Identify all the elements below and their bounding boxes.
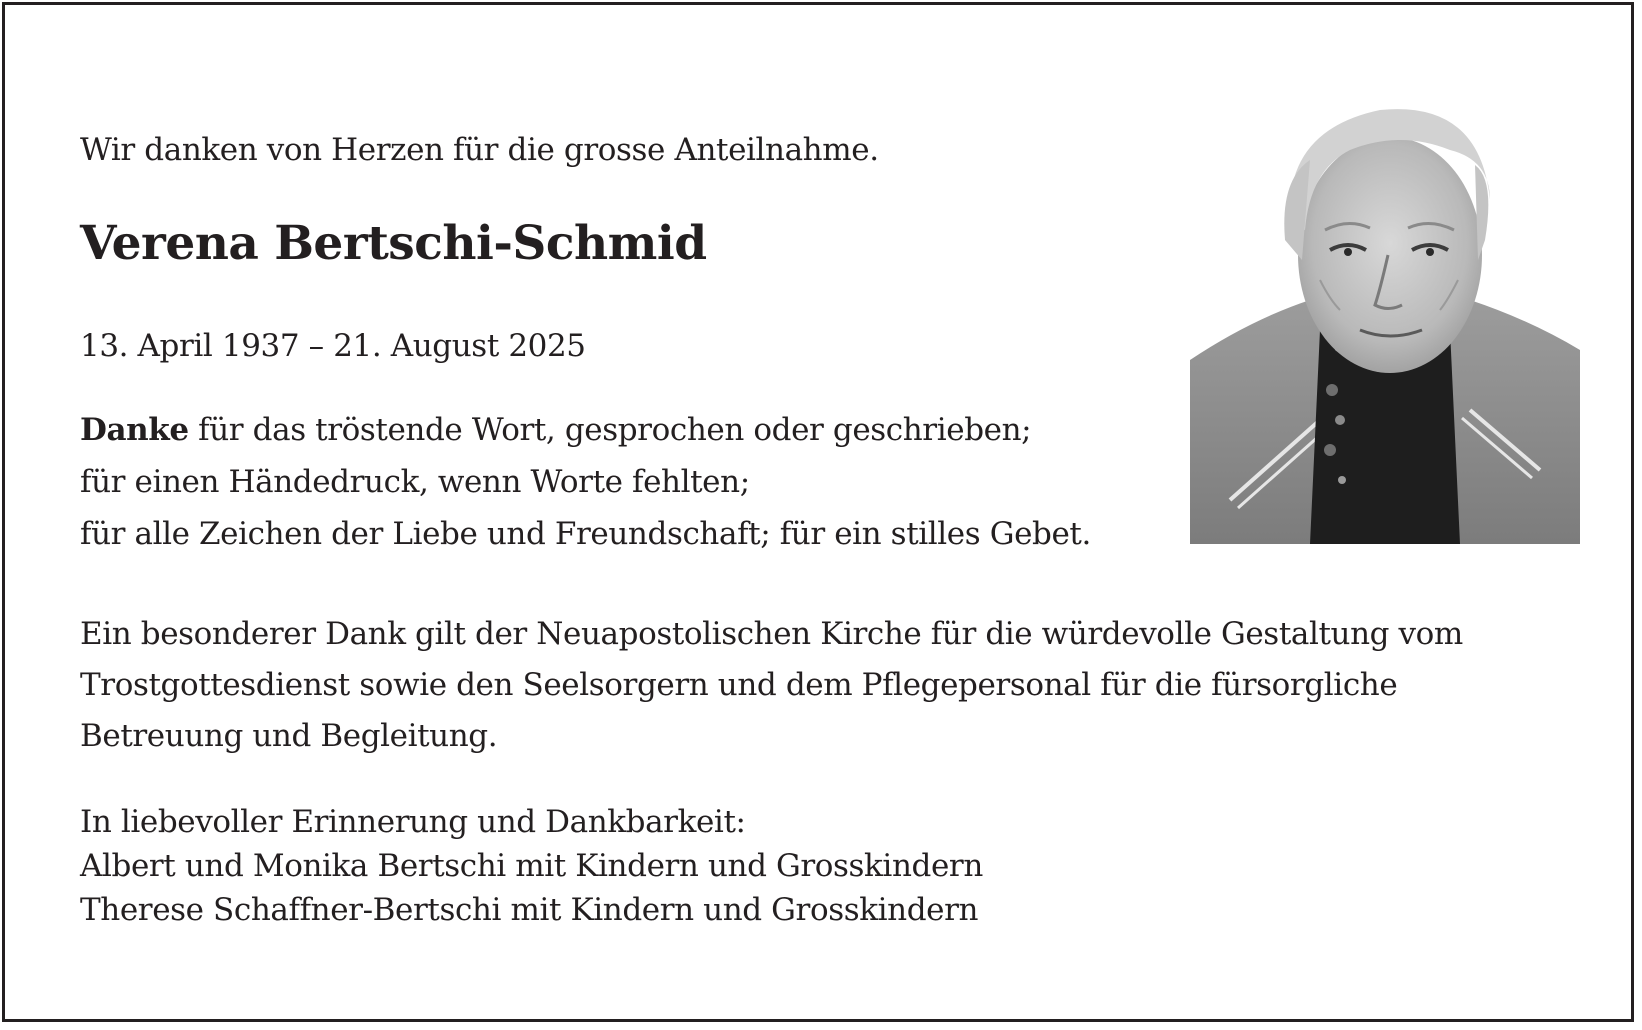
thanks-paragraph <box>80 404 1091 560</box>
special-thanks-paragraph <box>80 609 1463 762</box>
mourner-line: Therese Schaffner-Bertschi mit Kindern und Grosskindern <box>80 892 979 928</box>
intro-text: Wir danken von Herzen für die grosse Anteilnahme. <box>80 132 879 168</box>
thanks-line-1 <box>80 404 1091 456</box>
mourner-line: Albert und Monika Bertschi mit Kindern und Grosskindern <box>80 848 983 884</box>
special-thanks-line: Ein besonderer Dank gilt der Neuapostolischen Kirche für die würdevolle Gestaltung vom <box>80 616 1463 652</box>
portrait-illustration <box>1190 90 1580 544</box>
thanks-lead-word: Danke <box>80 412 189 448</box>
thanks-line-3: für alle Zeichen der Liebe und Freundschaft; für ein stilles Gebet. <box>80 516 1091 552</box>
special-thanks-line: Trostgottesdienst sowie den Seelsorgern und dem Pflegepersonal für die fürsorgliche <box>80 667 1398 703</box>
deceased-name: Verena Bertschi-Schmid <box>80 216 707 271</box>
closing-heading: In liebevoller Erinnerung und Dankbarkeit: <box>80 804 746 840</box>
life-dates: 13. April 1937 – 21. August 2025 <box>80 328 586 364</box>
thanks-line-2: für einen Händedruck, wenn Worte fehlten; <box>80 464 750 500</box>
portrait-photo <box>1190 90 1580 544</box>
closing-section <box>80 800 983 932</box>
special-thanks-line: Betreuung und Begleitung. <box>80 718 498 754</box>
thanks-line-1-text: für das tröstende Wort, gesprochen oder geschrieben; <box>188 412 1032 448</box>
